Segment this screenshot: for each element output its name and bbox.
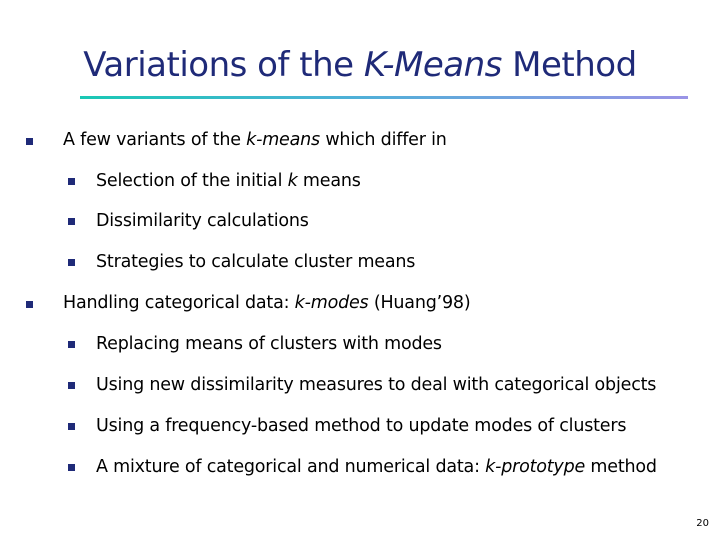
text-italic: k-modes	[294, 293, 369, 313]
bullet-marker	[26, 301, 33, 308]
text-post: means	[297, 171, 361, 191]
sub-bullet-text	[96, 456, 657, 478]
text-pre: Replacing means of clusters with modes	[96, 334, 442, 354]
page-number: 20	[696, 518, 709, 529]
sub-bullet-text	[96, 210, 309, 232]
text-pre: Dissimilarity calculations	[96, 211, 309, 231]
text-italic: k	[287, 171, 298, 191]
text-pre: Using new dissimilarity measures to deal with categorical objects	[96, 375, 657, 395]
text-post: which differ in	[319, 130, 447, 150]
title-post: Method	[501, 45, 637, 85]
text-italic: k-means	[246, 130, 320, 150]
bullet-marker	[26, 138, 33, 145]
sub-bullet-marker	[68, 464, 75, 471]
sub-bullet-text	[96, 415, 626, 437]
sub-bullet-text	[96, 170, 361, 192]
text-pre: Handling categorical data:	[63, 293, 295, 313]
text-pre: A mixture of categorical and numerical data:	[96, 457, 486, 477]
sub-bullet-text	[96, 374, 656, 396]
text-pre: Selection of the initial	[96, 171, 288, 191]
sub-bullet-marker	[68, 178, 75, 185]
bullet-text	[63, 129, 447, 151]
text-pre: A few variants of the	[63, 130, 247, 150]
title-pre: Variations of the	[83, 45, 364, 85]
text-post: method	[585, 457, 657, 477]
title-italic: K-Means	[363, 45, 502, 85]
slide-title	[0, 44, 720, 86]
sub-bullet-marker	[68, 382, 75, 389]
sub-bullet-marker	[68, 423, 75, 430]
sub-bullet-text	[96, 251, 415, 273]
bullet-text	[63, 292, 471, 314]
title-underline	[80, 96, 688, 99]
text-italic: k-prototype	[485, 457, 586, 477]
text-post: (Huang’98)	[368, 293, 471, 313]
text-pre: Strategies to calculate cluster means	[96, 252, 416, 272]
sub-bullet-text	[96, 333, 442, 355]
sub-bullet-marker	[68, 259, 75, 266]
sub-bullet-marker	[68, 218, 75, 225]
sub-bullet-marker	[68, 341, 75, 348]
text-pre: Using a frequency-based method to update modes of clusters	[96, 416, 627, 436]
